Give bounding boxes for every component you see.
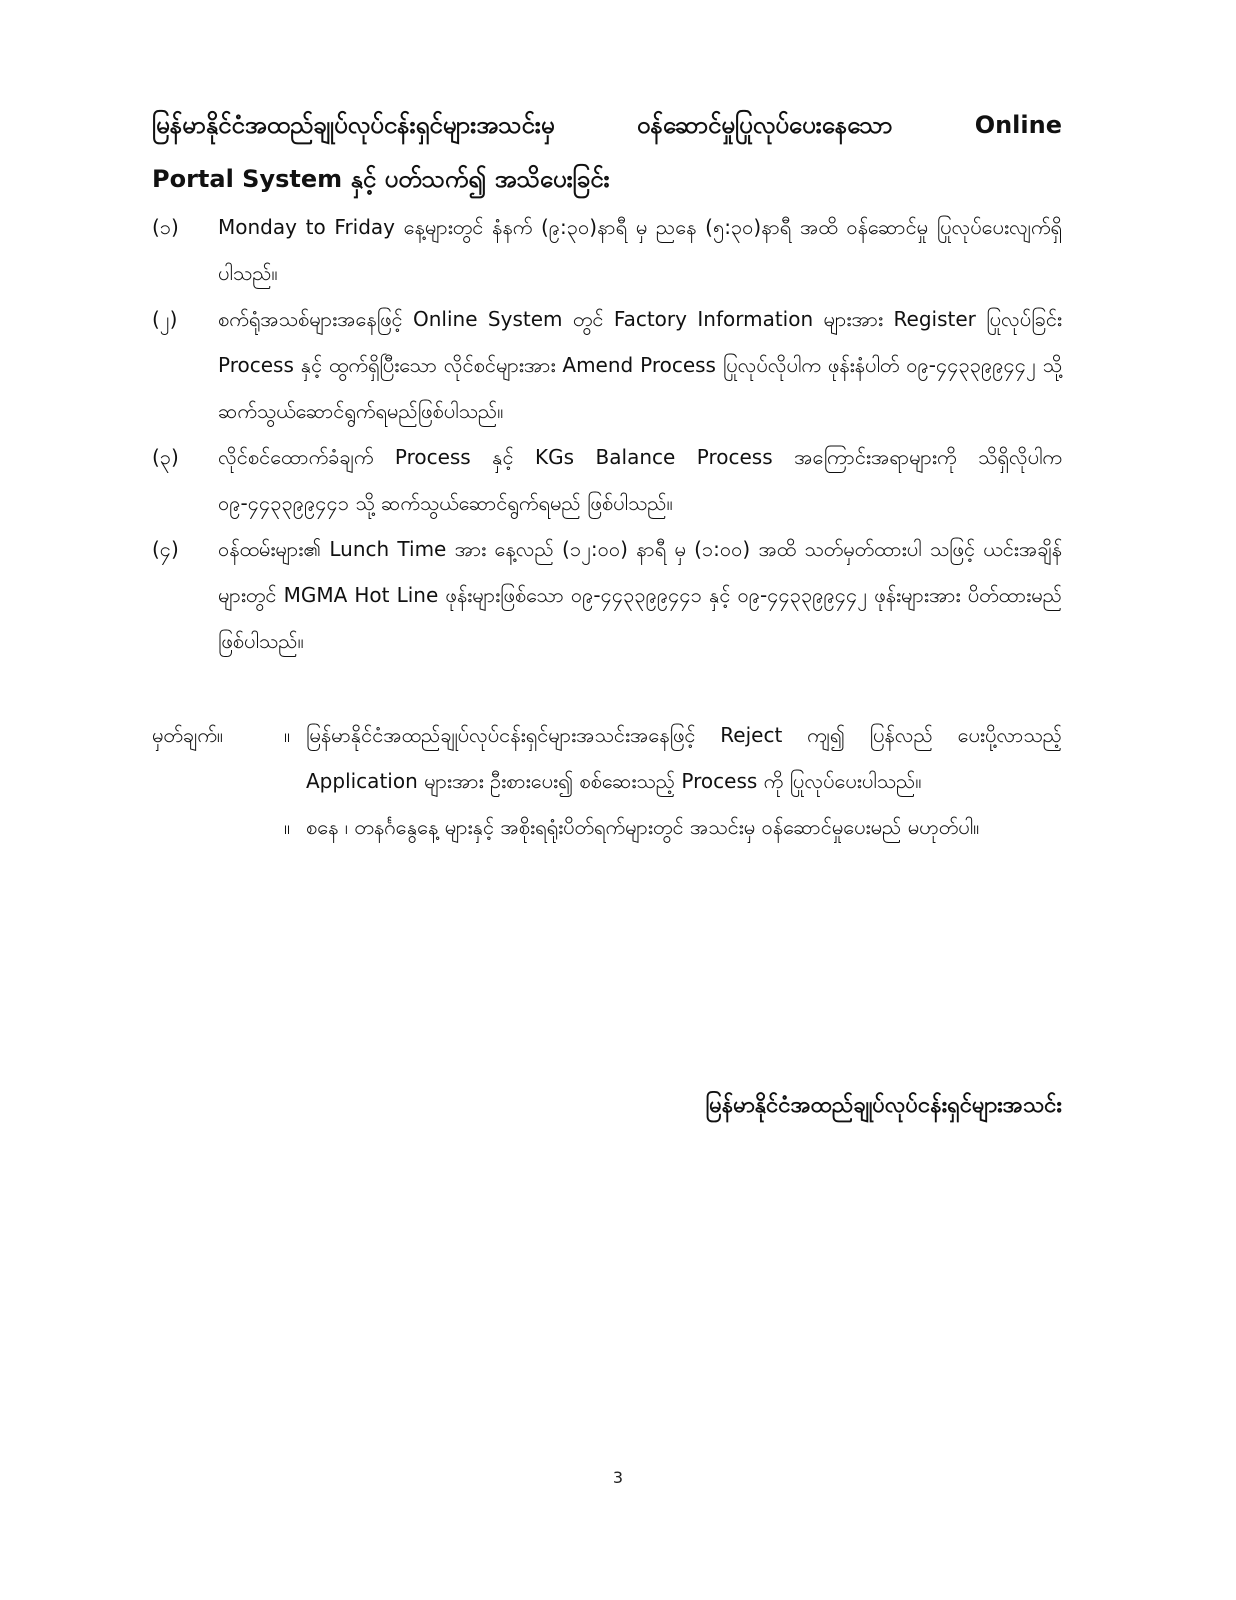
list-item-text: Monday to Friday နေ့များတွင် နံနက် (၉:၃၀)နာရီ မှ ညနေ (၅:၃၀)နာရီ အထိ ဝန်ဆောင်မှု ပြုလုပ်ပေးလျက်ရှိပါသည်။ <box>218 215 1062 285</box>
note-entry <box>284 712 1062 804</box>
note-label: မှတ်ချက်။ <box>152 723 223 747</box>
note-bullet: ။ <box>284 815 291 839</box>
list-item-number: (၂) <box>152 307 178 331</box>
note-entry-text: မြန်မာနိုင်ငံအထည်ချုပ်လုပ်ငန်းရှင်များအသင်းအနေဖြင့် Reject ကျ၍ ပြန်လည် ပေးပို့လာသည့် Application များအား ဦးစားပေး၍ စစ်ဆေးသည့် Process ကို ပြုလုပ်ပေးပါသည်။ <box>306 723 1062 793</box>
list-item-text: စက်ရုံအသစ်များအနေဖြင့် Online System တွင် Factory Information များအား Register ပြုလုပ်ခြင်း Process နှင့် ထွက်ရှိပြီးသော လိုင်စင်များအား Amend Process ပြုလုပ်လိုပါက ဖုန်းနံပါတ် ၀၉-၄၄၃၃၉၉၄၄၂ သို့ ဆက်သွယ်ဆောင်ရွက်ရမည်ဖြစ်ပါသည်။ <box>218 307 1062 423</box>
page-number: 3 <box>612 1468 624 1487</box>
note-bullet: ။ <box>284 723 291 747</box>
list-item <box>152 526 1062 664</box>
numbered-list <box>152 204 1062 664</box>
list-item <box>152 204 1062 296</box>
organization-signature: မြန်မာနိုင်ငံအထည်ချုပ်လုပ်ငန်းရှင်များအသင်း <box>705 1093 1062 1118</box>
note-entry-text: စနေ ၊ တနင်္ဂနွေနေ့ များနှင့် အစိုးရရုံးပိတ်ရက်များတွင် အသင်းမှ ဝန်ဆောင်မှုပေးမည် မဟုတ်ပါ။ <box>306 815 980 839</box>
title-line-2: Portal System နှင့် ပတ်သက်၍ အသိပေးခြင်း <box>152 165 610 193</box>
list-item-text: ဝန်ထမ်းများ၏ Lunch Time အား နေ့လည် (၁၂:၀၀) နာရီ မှ (၁:၀၀) အထိ သတ်မှတ်ထားပါ သဖြင့် ယင်းအချိန်များတွင် MGMA Hot Line ဖုန်းများဖြစ်သော ၀၉-၄၄၃၃၉၉၄၄၁ နှင့် ၀၉-၄၄၃၃၉၉၄၄၂ ဖုန်းများအား ပိတ်ထားမည်ဖြစ်ပါသည်။ <box>218 537 1062 653</box>
document-title <box>152 98 1062 206</box>
title-line-1: မြန်မာနိုင်ငံအထည်ချုပ်လုပ်ငန်းရှင်များအသင်းမှ ဝန်ဆောင်မှုပြုလုပ်ပေးနေသော Online <box>152 111 1062 139</box>
list-item-number: (၁) <box>152 215 179 239</box>
note-section <box>152 712 1062 850</box>
list-item <box>152 434 1062 526</box>
note-entries <box>284 712 1062 850</box>
list-item-text: လိုင်စင်ထောက်ခံချက် Process နှင့် KGs Balance Process အကြောင်းအရာများကို သိရှိလိုပါက ၀၉-၄၄၃၃၉၉၄၄၁ သို့ ဆက်သွယ်ဆောင်ရွက်ရမည် ဖြစ်ပါသည်။ <box>218 445 1062 515</box>
list-item-number: (၃) <box>152 445 179 469</box>
note-entry <box>284 804 1062 850</box>
list-item <box>152 296 1062 434</box>
list-item-number: (၄) <box>152 537 179 561</box>
